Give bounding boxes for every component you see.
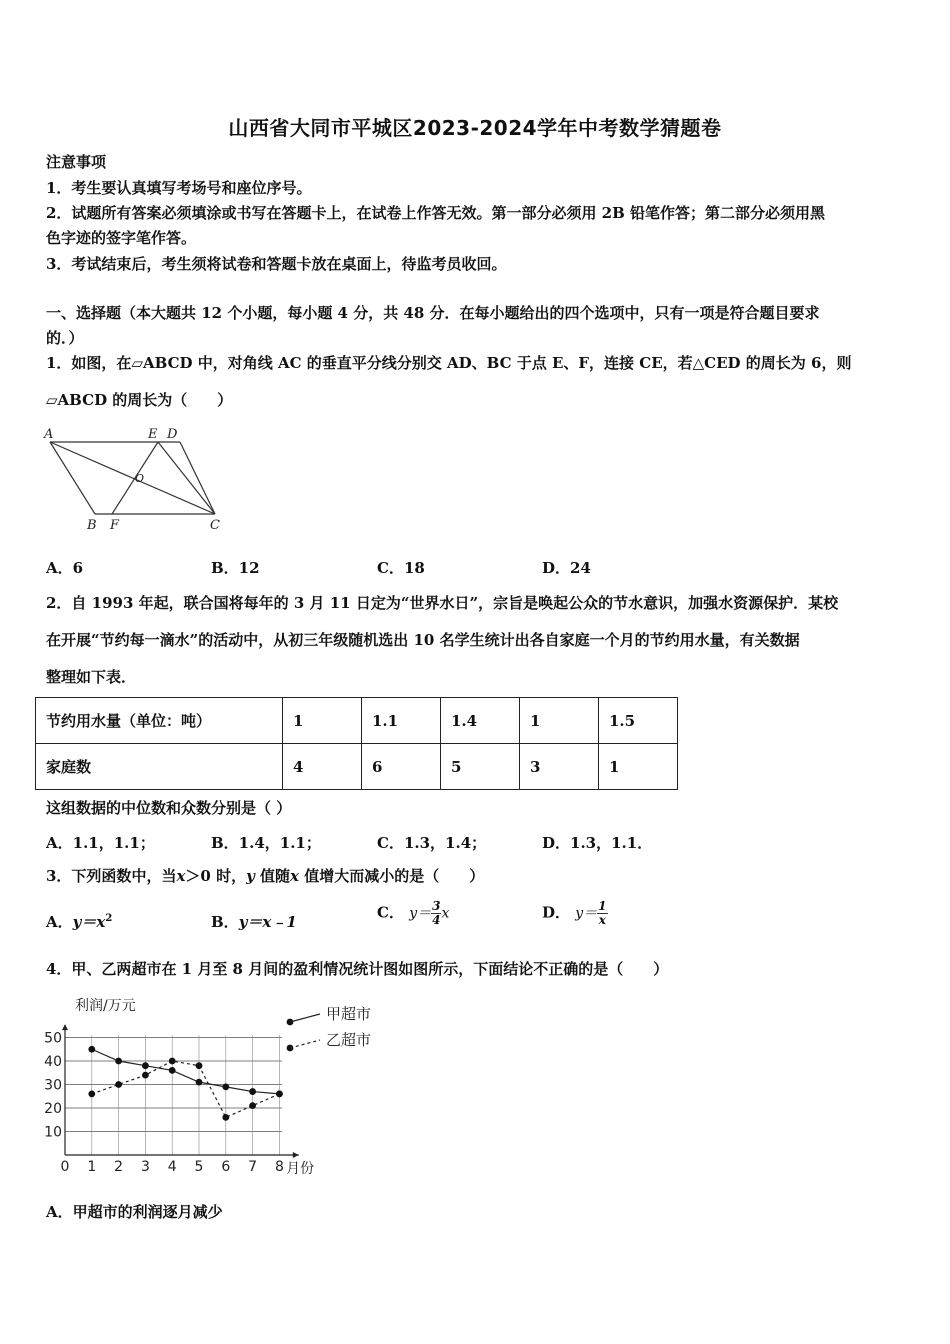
edge-ba [50,442,95,514]
q2-option-a: A．1.1，1.1； [46,834,155,852]
data-point [88,1046,95,1053]
legend-label: 乙超市 [326,1031,372,1049]
fraction-denominator: 4 [432,913,441,927]
q3-stem-text: 3．下列函数中，当 [46,867,177,885]
y-tick-label: 20 [44,1101,62,1117]
q1-option-a: A．6 [46,559,84,577]
label-b: B [87,518,97,533]
q3-var-x: x [290,867,299,885]
data-point [196,1062,203,1069]
data-point [276,1091,283,1098]
x-tick-label: 0 [60,1159,70,1175]
legend-line [290,1040,320,1048]
section-heading: 一、选择题（本大题共 12 个小题，每小题 4 分，共 48 分．在每小题给出的四个选项中，只有一项是符合题目要求 [46,304,820,322]
table-cell: 6 [362,744,441,790]
legend-line [290,1014,320,1022]
fraction [431,900,441,927]
y-tick-label: 40 [44,1054,62,1070]
x-tick-label: 5 [194,1159,204,1175]
data-point [169,1058,176,1065]
edge-dc [180,442,215,514]
q3-stem-text: 值随 [254,867,291,885]
y-axis-arrow [62,1024,68,1030]
data-point [222,1083,229,1090]
table-cell: 1.4 [441,698,520,744]
label-f: F [110,518,120,533]
data-point [222,1114,229,1121]
q3-stem-text: 值增大而减小的是（ ） [298,867,485,885]
y-axis-label: 利润/万元 [75,998,136,1014]
q2-option-d: D．1.3，1.1． [542,834,653,852]
y-tick-label: 50 [44,1030,62,1047]
legend-label: 甲超市 [326,1005,372,1023]
table-cell: 1.1 [362,698,441,744]
q2-option-b: B．1.4，1.1； [211,834,321,852]
notes-item: 色字迹的签字笔作答。 [46,229,197,247]
data-point [115,1058,122,1065]
table-cell: 1 [599,744,678,790]
table-cell: 1 [520,698,599,744]
notes-heading: 注意事项 [46,153,107,171]
x-tick-label: 4 [167,1159,177,1175]
table-row [36,744,678,790]
q3-stem [46,865,484,886]
q3-option-d [542,900,608,927]
q3-option-a [46,911,112,932]
table-header-cell: 节约用水量（单位：吨） [36,698,283,744]
x-tick-label: 1 [87,1159,97,1175]
data-point [249,1102,256,1109]
fraction-numerator: 1 [598,899,607,913]
option-label: A． [46,913,73,931]
q3-var-x: x [176,867,186,885]
x-tick-label: 2 [114,1159,124,1175]
data-point [169,1067,176,1074]
table-cell: 1 [283,698,362,744]
q1-stem: 1．如图，在▱ABCD 中，对角线 AC 的垂直平分线分别交 AD、BC 于点 E、F，连接 CE，若△CED 的周长为 6，则 [46,354,852,372]
label-e: E [148,427,158,442]
table-header-cell: 家庭数 [36,744,283,790]
table-cell: 4 [283,744,362,790]
page-title: 山西省大同市平城区2023-2024学年中考数学猜题卷 [228,116,722,140]
q4-option-a: A．甲超市的利润逐月减少 [46,1203,223,1221]
data-point [115,1081,122,1088]
data-point [142,1062,149,1069]
x-tick-label: 8 [274,1159,284,1175]
fraction [597,900,607,927]
option-var: x [441,905,450,922]
q2-question: 这组数据的中位数和众数分别是（ ） [46,799,292,817]
notes-item: 2．试题所有答案必须填涂或书写在答题卡上，在试卷上作答无效。第一部分必须用 2B 铅笔作答；第二部分必须用黑 [46,204,826,222]
x-tick-label: 3 [140,1159,150,1175]
q3-option-b [211,911,297,932]
label-o: O [135,472,145,485]
x-axis-label: 月份 [286,1161,315,1177]
diagonal-ac [50,442,215,514]
fraction-numerator: 3 [432,899,441,913]
label-d: D [167,427,178,442]
table-cell: 5 [441,744,520,790]
data-point [249,1088,256,1095]
option-sup: 2 [105,913,113,924]
x-tick-label: 6 [221,1159,231,1175]
data-point [196,1079,203,1086]
q4-stem: 4．甲、乙两超市在 1 月至 8 月间的盈利情况统计图如图所示，下面结论不正确的是（ ） [46,960,669,978]
x-axis-arrow [293,1152,299,1158]
option-expr: y＝x [72,913,106,931]
option-expr: y＝ [409,905,432,922]
option-label: B． [211,913,239,931]
q3-option-c [377,900,449,927]
water-saving-table [35,697,678,790]
table-row [36,698,678,744]
q3-var-y: y [246,867,255,885]
notes-item: 1．考生要认真填写考场号和座位序号。 [46,179,312,197]
y-tick-label: 10 [44,1124,62,1141]
option-expr: y＝ [575,905,598,922]
q1-stem-cont: ▱ABCD 的周长为（ ） [46,391,233,409]
label-c: C [210,518,220,533]
q1-option-c: C．18 [377,559,425,577]
q2-stem: 2．自 1993 年起，联合国将每年的 3 月 11 日定为“世界水日”，宗旨是唤起公众的节水意识，加强水资源保护．某校 [46,594,839,612]
line-ce [158,442,215,514]
section-heading-cont: 的．） [46,329,84,347]
parallelogram-figure [40,425,240,537]
option-expr: y＝x﹣1 [238,913,297,931]
q2-stem-end: 整理如下表． [46,668,137,686]
data-point [142,1072,149,1079]
profit-line-chart [40,990,400,1185]
y-tick-label: 30 [44,1077,62,1094]
option-label: D． [542,903,571,922]
q3-stem-text: ＞0 时， [185,867,247,885]
x-tick-label: 7 [248,1159,258,1175]
table-cell: 3 [520,744,599,790]
table-cell: 1.5 [599,698,678,744]
q1-option-d: D．24 [542,559,591,577]
notes-item: 3．考试结束后，考生须将试卷和答题卡放在桌面上，待监考员收回。 [46,255,507,273]
q1-option-b: B．12 [211,559,260,577]
q2-option-c: C．1.3，1.4； [377,834,487,852]
option-label: C． [377,903,404,922]
label-a: A [44,427,54,442]
fraction-denominator: x [598,913,606,927]
data-point [88,1091,95,1098]
q2-stem-cont: 在开展“节约每一滴水”的活动中，从初三年级随机选出 10 名学生统计出各自家庭一个月的节约用水量，有关数据 [46,631,800,649]
